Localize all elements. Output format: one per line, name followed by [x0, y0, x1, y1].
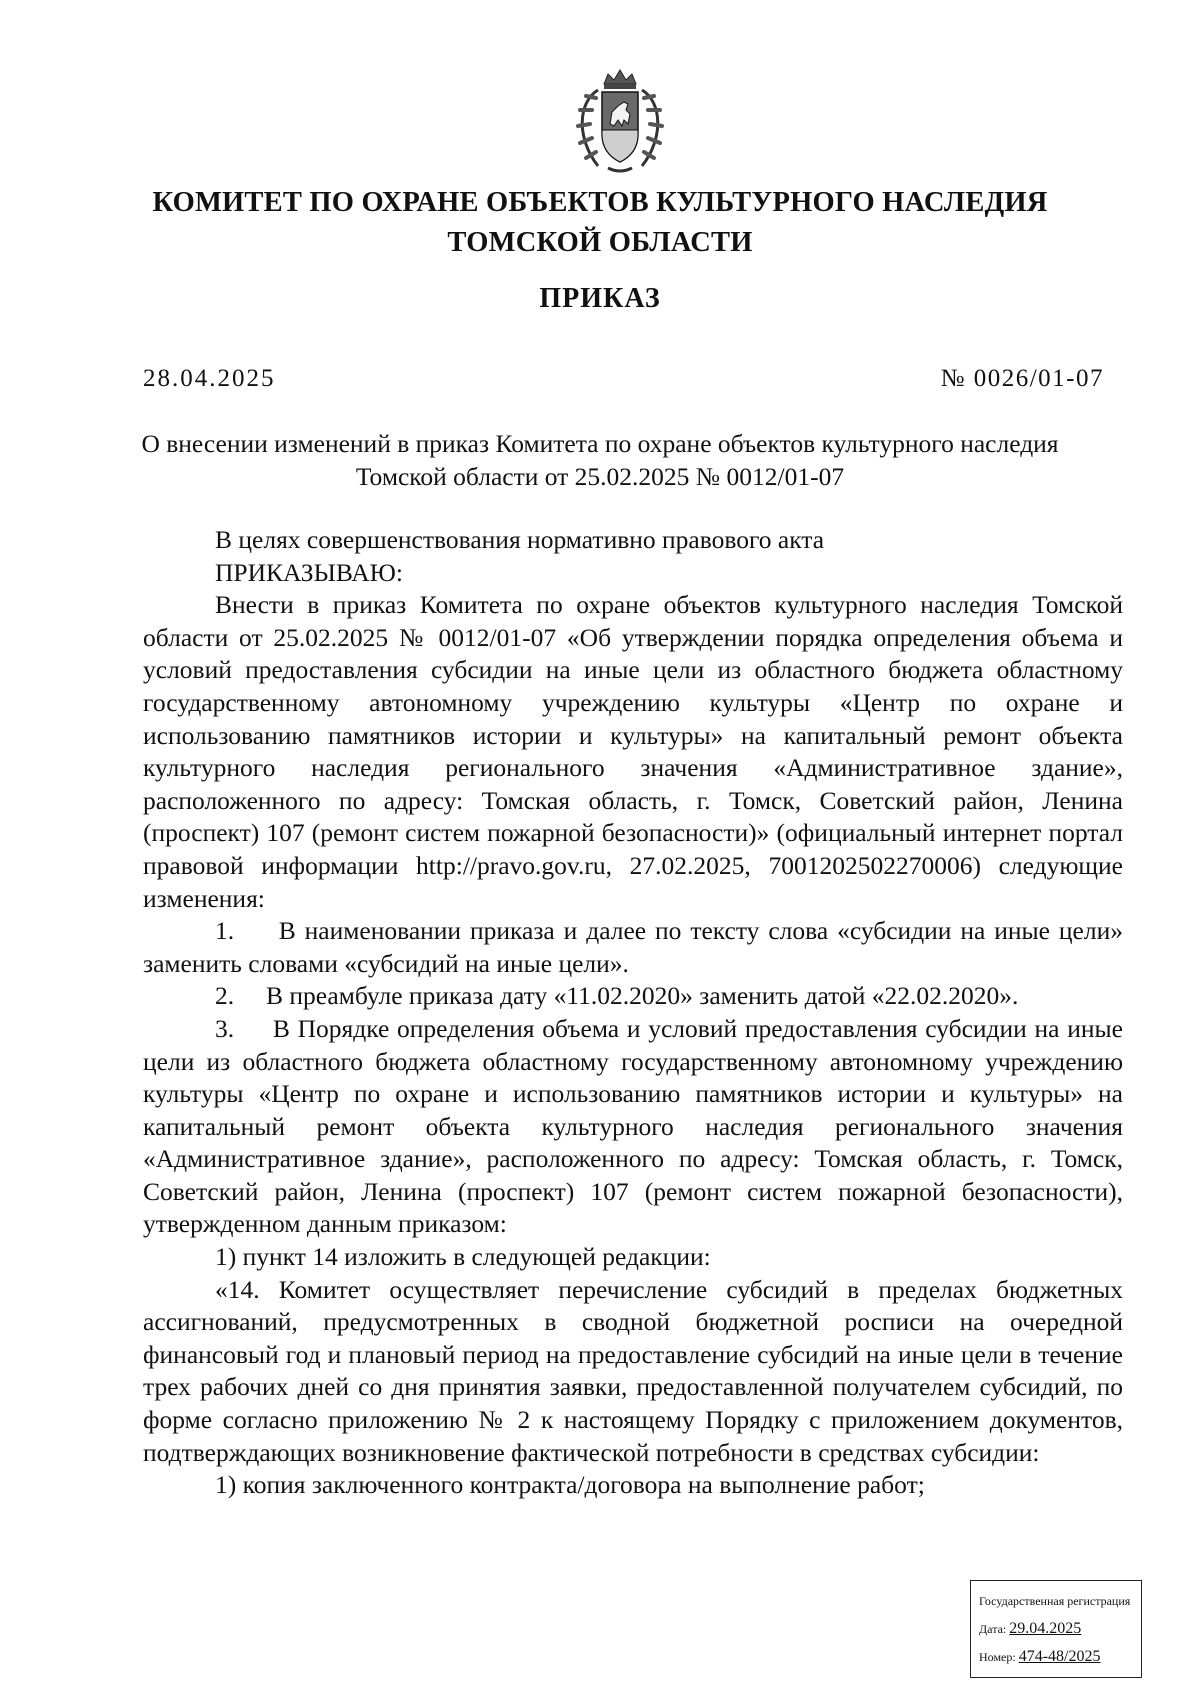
order-date: 28.04.2025	[143, 365, 276, 392]
subitem-1: 1) пункт 14 изложить в следующей редакции:	[215, 1242, 711, 1272]
registration-title: Государственная регистрация	[979, 1594, 1131, 1608]
order-body	[143, 524, 1123, 1502]
registration-number-value: 474-48/2025	[1018, 1648, 1101, 1665]
coat-of-arms-icon	[568, 68, 672, 176]
item-2: 2. В преамбуле приказа дату «11.02.2020» заменить датой «22.02.2020».	[215, 981, 1019, 1011]
order-number: № 0026/01-07	[940, 365, 1104, 392]
order-word: ПРИКАЗЫВАЮ:	[215, 557, 403, 587]
clause-14: «14. Комитет осуществляет перечисление субсидий в пределах бюджетных ассигнований, предусмотренных в сводной бюджетной росписи на очередной финансовый год и плановый период на предоставление субсидий на иные цели в течение трех рабочих дней со дня принятия заявки, предоставленной получателем субсидий, по форме согласно приложению № 2 к настоящему Порядку с приложением документов, подтверждающих возникновение фактической потребности в средствах субсидии:	[143, 1274, 1123, 1467]
item-3: 3. В Порядке определения объема и условий предоставления субсидии на иные цели из областного бюджета областному государственному автономному учреждению культуры «Центр по охране и использованию памятников истории и культуры» на капитальный ремонт объекта культурного наследия регионального значения «Административное здание», расположенного по адресу: Томская область, г. Томск, Советский район, Ленина (проспект) 107 (ремонт систем пожарной безопасности), утвержденном данным приказом:	[143, 1013, 1123, 1239]
purpose-paragraph: В целях совершенствования нормативно правового акта	[215, 525, 825, 554]
org-name-line2: ТОМСКОЙ ОБЛАСТИ	[447, 227, 753, 258]
registration-date-label: Дата:	[979, 1622, 1007, 1636]
order-subject: О внесении изменений в приказ Комитета по охране объектов культурного наследия Томской области от 25.02.2025 № 0012/01-07	[141, 429, 1059, 491]
clause-14-item-1: 1) копия заключенного контракта/договора на выполнение работ;	[215, 1470, 925, 1500]
document-type-title: ПРИКАЗ	[539, 283, 661, 314]
item-1: 1. В наименовании приказа и далее по тексту слова «субсидии на иные цели» заменить словами «субсидий на иные цели».	[143, 916, 1123, 978]
registration-number-label: Номер:	[979, 1650, 1016, 1664]
registration-stamp	[970, 1580, 1142, 1678]
registration-date-value: 29.04.2025	[1009, 1620, 1082, 1637]
intro-paragraph: Внести в приказ Комитета по охране объектов культурного наследия Томской области от 25.02.2025 № 0012/01-07 «Об утверждении порядка определения объема и условий предоставления субсидии на иные цели из областного бюджета областному государственному автономному учреждению культуры «Центр по охране и использованию памятников истории и культуры» на капитальный ремонт объекта культурного наследия регионального значения «Административное здание», расположенного по адресу: Томская область, г. Томск, Советский район, Ленина (проспект) 107 (ремонт систем пожарной безопасности)» (официальный интернет портал правовой информации http://pravo.gov.ru, 27.02.2025, 7001202502270006) следующие изменения:	[143, 590, 1123, 913]
registration-date-row	[979, 1615, 1135, 1643]
org-name-line1: КОМИТЕТ ПО ОХРАНЕ ОБЪЕКТОВ КУЛЬТУРНОГО НАСЛЕДИЯ	[152, 187, 1048, 218]
registration-number-row	[979, 1643, 1135, 1671]
